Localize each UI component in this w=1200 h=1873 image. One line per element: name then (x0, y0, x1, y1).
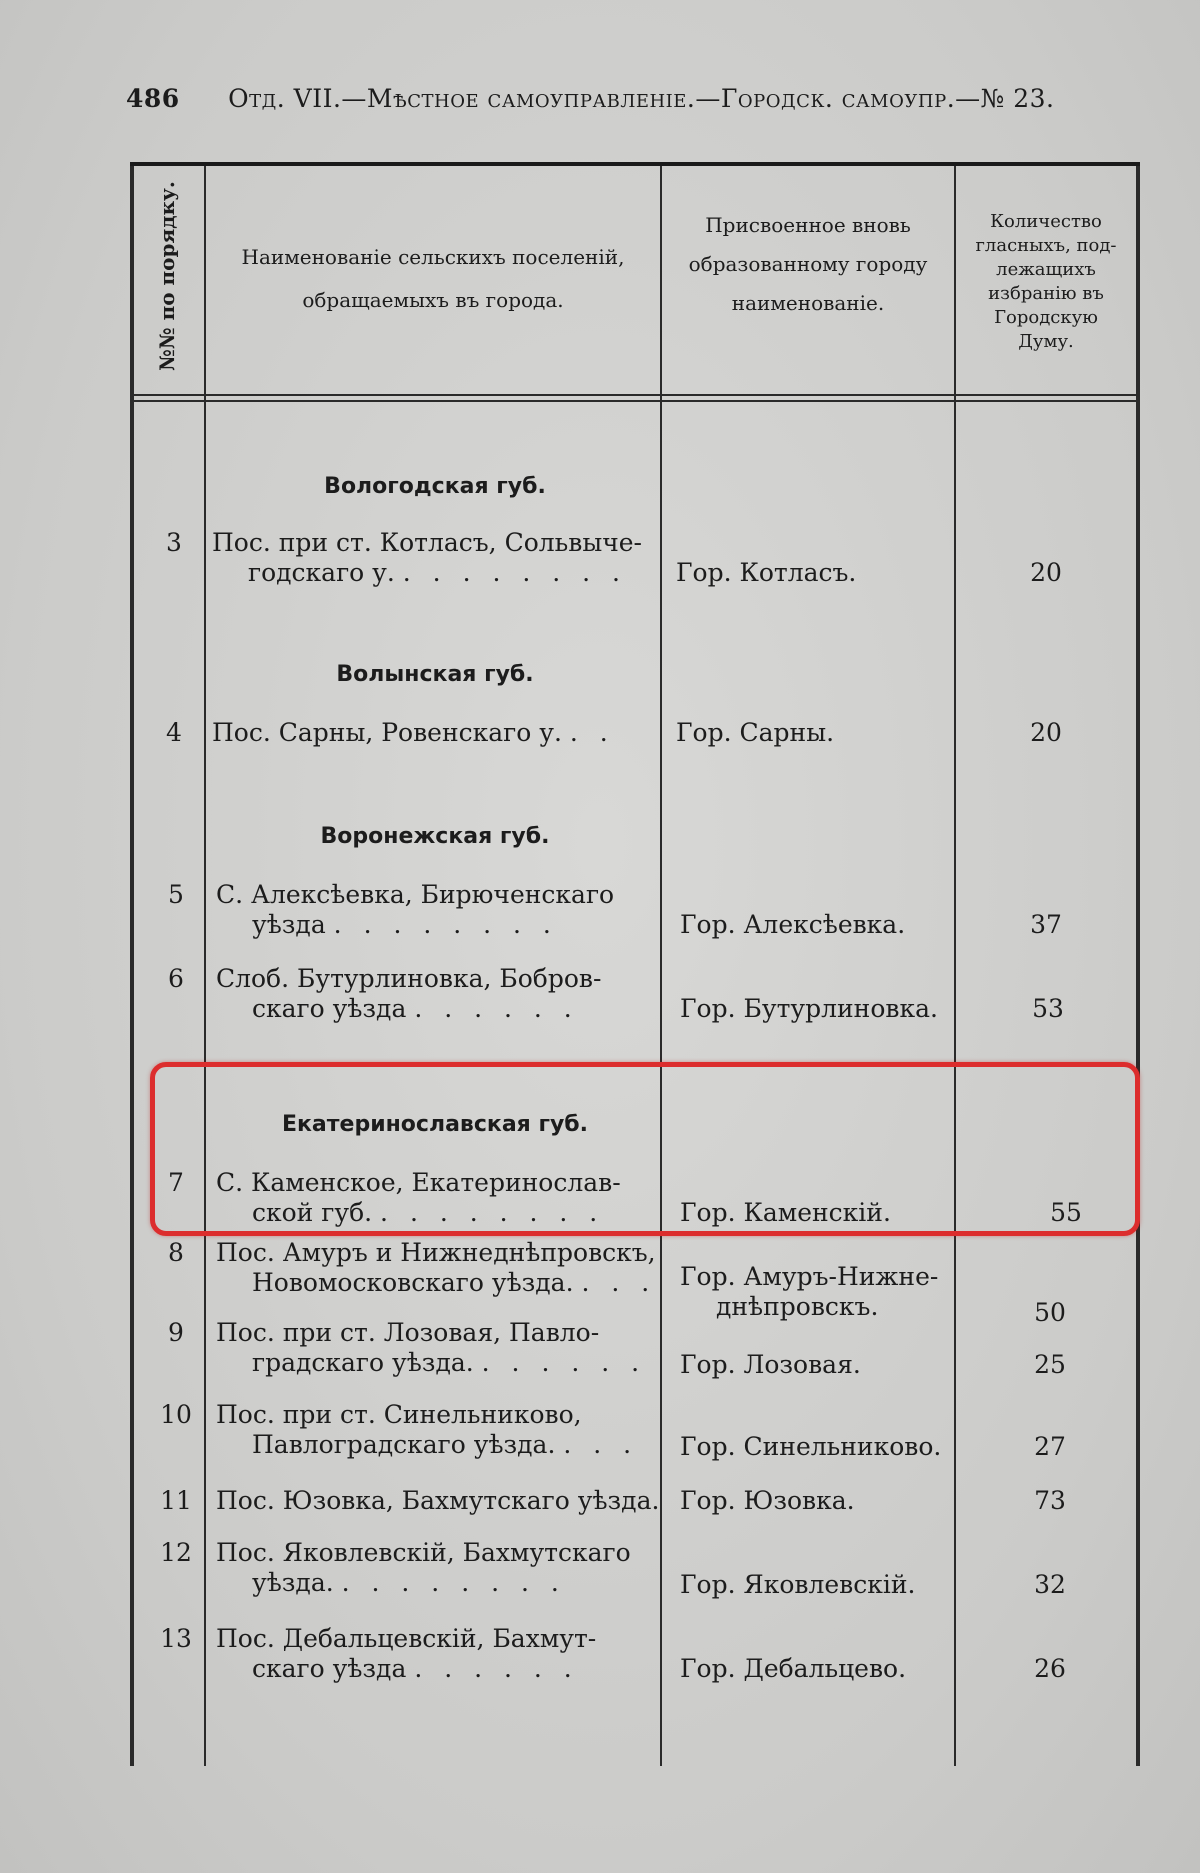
row-number: 3 (166, 528, 182, 557)
new-town-name: Гор. Бутурлиновка. (680, 994, 938, 1023)
row-number: 7 (168, 1168, 184, 1197)
councillor-count: 20 (1030, 558, 1062, 587)
settlement-description: Пос. Дебальцевскій, Бахмут- скаго уѣзда . . . . . . (216, 1624, 597, 1683)
table-left-border (130, 166, 134, 1766)
row-number: 10 (160, 1400, 192, 1429)
new-town-name: Гор. Амуръ-Нижне- днѣпровскъ. (680, 1262, 939, 1321)
running-head (126, 84, 1076, 113)
new-town-name: Гор. Котласъ. (676, 558, 857, 587)
councillor-count: 53 (1032, 994, 1064, 1023)
gubernia-heading: Вологодская губ. (324, 474, 546, 499)
new-town-name: Гор. Синельниково. (680, 1432, 942, 1461)
gubernia-heading: Екатеринославская губ. (281, 1112, 589, 1137)
settlement-description: Пос. при ст. Синельниково, Павлоградскаго уѣзда. . . . (216, 1400, 639, 1459)
running-head-text: Отд. VII.—Мѣстное самоуправленіе.—Городск. самоупр.—№ 23. (228, 84, 1055, 113)
settlement-description: С. Алексѣевка, Бирюченскаго уѣзда . . . . . . . . (216, 880, 615, 939)
header-num: №№ по порядку. (155, 181, 179, 371)
new-town-name: Гор. Алексѣевка. (680, 910, 906, 939)
gubernia-heading: Волынская губ. (336, 662, 534, 687)
header-rule (130, 394, 1140, 396)
settlement-description: Слоб. Бутурлиновка, Бобров- скаго уѣзда . . . . . . (216, 964, 602, 1023)
settlement-description: Пос. при ст. Лозовая, Павло- градскаго уѣзда. . . . . . . (216, 1318, 647, 1377)
gubernia-heading: Воронежская губ. (320, 824, 550, 849)
row-number: 6 (168, 964, 184, 993)
row-number: 11 (160, 1486, 192, 1515)
column-divider (954, 166, 956, 1766)
header-name: Наименованіе сельскихъ поселеній, обращаемыхъ въ города. (241, 245, 625, 312)
councillor-count: 55 (1050, 1198, 1082, 1227)
new-town-name: Гор. Каменскій. (680, 1198, 891, 1227)
councillor-count: 73 (1034, 1486, 1066, 1515)
highlight-box (150, 1062, 1140, 1236)
councillor-count: 20 (1030, 718, 1062, 747)
header-rule (130, 400, 1140, 402)
row-number: 5 (168, 880, 184, 909)
row-number: 8 (168, 1238, 184, 1267)
councillor-count: 32 (1034, 1570, 1066, 1599)
councillor-count: 25 (1034, 1350, 1066, 1379)
councillor-count: 37 (1030, 910, 1062, 939)
settlement-description: Пос. Сарны, Ровенскаго у. . . (212, 718, 615, 747)
header-count: Количество гласныхъ, под- лежащихъ избранію въ Городскую Думу. (975, 211, 1117, 352)
settlement-description: С. Каменское, Екатеринослав- ской губ. . . . . . . . . (216, 1168, 621, 1227)
settlement-description: Пос. Амуръ и Нижнеднѣпровскъ, Новомосковскаго уѣзда. . . . (216, 1238, 657, 1297)
councillor-count: 50 (1034, 1298, 1066, 1327)
councillor-count: 27 (1034, 1432, 1066, 1461)
settlement-description: Пос. при ст. Котласъ, Сольвыче- годскаго у. . . . . . . . . (212, 528, 642, 587)
new-town-name: Гор. Лозовая. (680, 1350, 861, 1379)
settlements-table (130, 162, 1140, 1766)
row-number: 13 (160, 1624, 192, 1653)
column-divider (660, 166, 662, 1766)
settlement-description: Пос. Юзовка, Бахмутскаго уѣзда. (216, 1486, 660, 1515)
row-number: 4 (166, 718, 182, 747)
new-town-name: Гор. Дебальцево. (680, 1654, 907, 1683)
header-new-name: Присвоенное вновь образованному городу наименованіе. (688, 213, 928, 315)
new-town-name: Гор. Сарны. (676, 718, 835, 747)
new-town-name: Гор. Яковлевскій. (680, 1570, 916, 1599)
row-number: 12 (160, 1538, 192, 1567)
row-number: 9 (168, 1318, 184, 1347)
settlement-description: Пос. Яковлевскій, Бахмутскаго уѣзда. . . . . . . . . (216, 1538, 631, 1597)
new-town-name: Гор. Юзовка. (680, 1486, 855, 1515)
councillor-count: 26 (1034, 1654, 1066, 1683)
page-number: 486 (126, 84, 180, 113)
table-right-border (1136, 166, 1140, 1766)
